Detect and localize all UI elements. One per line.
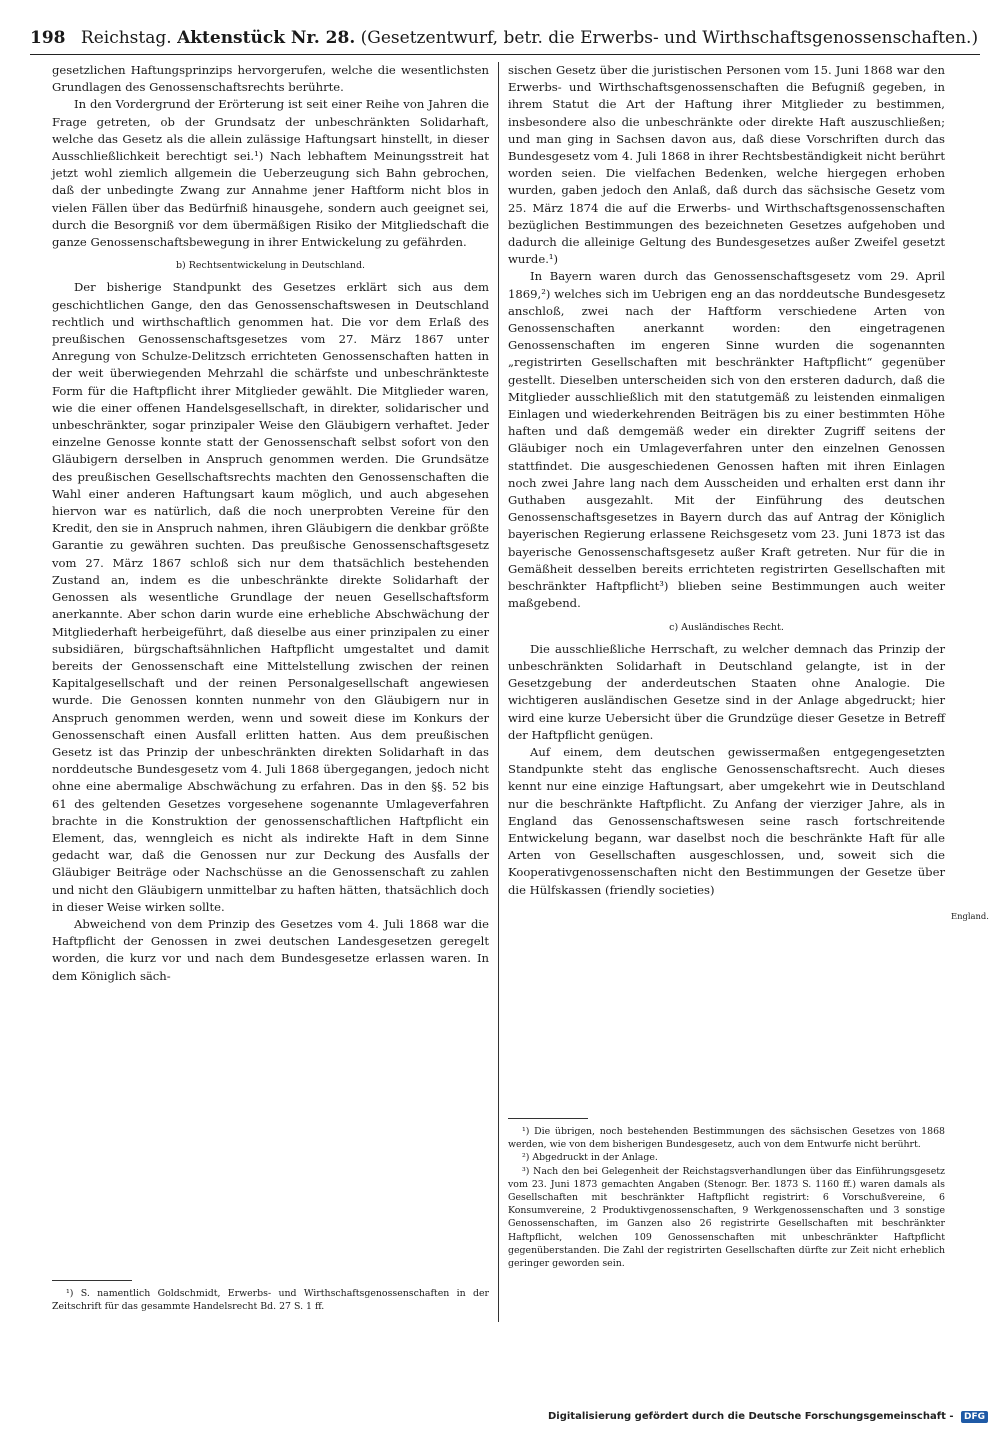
footer-text: Digitalisierung gefördert durch die Deutsche Forschungsgemeinschaft - xyxy=(547,1411,954,1422)
left-paragraph: Abweichend von dem Prinzip des Gesetzes vom 4. Juli 1868 war die Haftpflicht der Genossen in zwei deutschen Landesgesetzen geregelt worden, die kurz vor und nach dem Bundesgesetze erlassen waren. In dem Königlich säch- xyxy=(52,916,489,983)
right-footnotes xyxy=(508,1110,945,1270)
right-paragraph: In Bayern waren durch das Genossenschaftsgesetz vom 29. April 1869,²) welches sich im Uebrigen eng an das norddeutsche Bundesgesetz anschloß, zwei nach der Haftform verschiedene Arten von Genossenschaften anerkannt worden: den eingetragenen Genossenschaften im engeren Sinne wurden die sogenannten „registrirten Gesellschaften mit beschränkter Haftpflicht“ gegenüber gestellt. Dieselben unterscheiden sich von den ersteren dadurch, daß die Mitglieder ausschließlich mit den statutgemäß zu leistenden einmaligen Einlagen und wiederkehrenden Beiträgen bis zu einer bestimmten Höhe haften und daß demgemäß weder ein direkter Zugriff seitens der Gläubiger noch ein Umlageverfahren unter den einzelnen Genossen stattfindet. Die ausgeschiedenen Genossen haften mit ihren Einlagen noch zwei Jahre lang nach dem Ausscheiden und erhalten erst dann ihr Guthaben ausgezahlt. Mit der Einführung des deutschen Genossenschaftsgesetzes in Bayern durch das auf Antrag der Königlich bayerischen Regierung erlassene Reichsgesetz vom 23. Juni 1873 ist das bayerische Genossenschaftsgesetz außer Kraft getreten. Nur für die in Gemäßheit desselben bereits errichteten registrirten Gesellschaften mit beschränkter Haftpflicht³) blieben seine Bestimmungen auch weiter maßgebend. xyxy=(508,269,945,611)
margin-note-england: England. xyxy=(951,911,989,921)
left-paragraph: In den Vordergrund der Erörterung ist seit einer Reihe von Jahren die Frage getreten, ob der Grundsatz der unbeschränkten Solidarhaft, welche das Gesetz als die allein zulässige Haftungsart hinstellt, in dieser Ausschließlichkeit berechtigt sei.¹) Nach lebhaftem Meinungsstreit hat jetzt wohl ziemlich allgemein die Ueberzeugung sich Bahn gebrochen, daß der unbedingte Zwang zur Annahme jener Haftform nicht blos in vielen Fällen über das Bedürfniß hinausgehe, sondern auch geeignet sei, durch die Besorgniß vor dem übermäßigen Risiko der Mitgliedschaft die ganze Genossenschaftsbewegung in ihrer Entwickelung zu gefährden. xyxy=(52,97,489,250)
column-divider xyxy=(498,62,499,1322)
page-header xyxy=(30,22,980,55)
digitization-footer xyxy=(548,1411,988,1423)
footnote: ²) Abgedruckt in der Anlage. xyxy=(522,1152,658,1164)
footnote: ¹) S. namentlich Goldschmidt, Erwerbs- und Wirthschaftsgenossenschaften in der Zeitschrift für das gesammte Handelsrecht Bd. 27 S. 1 ff. xyxy=(52,1288,489,1313)
right-paragraph: Die ausschließliche Herrschaft, zu welcher demnach das Prinzip der unbeschränkten Solidarhaft in Deutschland gelangte, ist in der Gesetzgebung der anderdeutschen Staaten ohne Analogie. Die wichtigeren ausländischen Gesetze sind in der Anlage abgedruckt; hier wird eine kurze Uebersicht über die Grundzüge dieser Gesetze in Betreff der Haftpflicht genügen. xyxy=(508,641,945,742)
header-title-pre: Reichstag. xyxy=(80,28,172,48)
section-heading-germany: b) Rechtsentwickelung in Deutschland. xyxy=(175,260,366,272)
right-paragraph: sischen Gesetz über die juristischen Personen vom 15. Juni 1868 war den Erwerbs- und Wirthschaftsgenossenschaften die Befugniß gegeben, in ihrem Statut die Art der Haftung ihrer Mitglieder zu bestimmen, insbesondere also die unbeschränkte oder direkte Haft auszuschließen; und man ging in Sachsen davon aus, daß diese Vorschriften durch das Bundesgesetz vom 4. Juli 1868 in ihrer Rechtsbeständigkeit nicht berührt worden seien. Die vielfachen Bedenken, welche hiergegen erhoben wurden, gaben jedoch den Anlaß, daß durch das sächsische Gesetz vom 25. März 1874 die auf die Erwerbs- und Wirthschaftsgenossenschaften bezüglichen Bestimmungen des bezeichneten Gesetzes aufgehoben und dadurch die alleinige Geltung des Bundesgesetzes außer Zweifel gesetzt wurde.¹) xyxy=(508,63,945,267)
left-paragraph: gesetzlichen Haftungsprinzips hervorgerufen, welche die wesentlichsten Grundlagen des Genossenschaftsrechts berührte. xyxy=(52,63,489,95)
right-column xyxy=(508,62,945,1317)
page-number: 198 xyxy=(30,28,66,48)
footnote: ³) Nach den bei Gelegenheit der Reichstagsverhandlungen über das Einführungsgesetz vom 23. Juni 1873 gemachten Angaben (Stenogr. Ber. 1873 S. 1160 ff.) waren damals als Gesellschaften mit beschränkter Haftpflicht registrirt: 6 Vorschußvereine, 6 Konsumvereine, 2 Produktivgenossenschaften, 9 Werkgenossenschaften und 3 sonstige Genossenschaften, im Ganzen also 26 registrirte Gesellschaften mit beschränkter Haftpflicht, welchen 109 Genossenschaften mit unbeschränkter Haftpflicht gegenüberstanden. Die Zahl der registrirten Gesellschaften dürfte zur Zeit nicht erheblich geringer geworden sein. xyxy=(508,1165,945,1270)
header-subject: (Gesetzentwurf, betr. die Erwerbs- und Wirthschaftsgenossenschaften.) xyxy=(360,28,979,48)
left-footnotes xyxy=(52,1272,489,1313)
footnote-rule xyxy=(508,1118,588,1119)
left-paragraph: Der bisherige Standpunkt des Gesetzes erklärt sich aus dem geschichtlichen Gange, den das Genossenschaftswesen in Deutschland rechtlich und wirthschaftlich genommen hat. Die vor dem Erlaß des preußischen Genossenschaftsgesetzes vom 27. März 1867 unter Anregung von Schulze-Delitzsch errichteten Genossenschaften hatten in der weit überwiegenden Mehrzahl die schärfste und unbeschränkteste Form für die Haftpflicht ihrer Mitglieder gewählt. Die Mitglieder waren, wie die einer offenen Handelsgesellschaft, in direkter, solidarischer und unbeschränkter, sogar prinzipaler Weise den Gläubigern verhaftet. Jeder einzelne Genosse konnte statt der Genossenschaft selbst sofort von den Gläubigern derselben in Anspruch genommen werden. Die Grundsätze des preußischen Gesellschaftsrechts machten den Genossenschaften die Wahl einer anderen Haftungsart kaum möglich, und auch abgesehen hiervon war es natürlich, daß die noch unerprobten Vereine für den Kredit, den sie in Anspruch nahmen, ihren Gläubigern die denkbar größte Garantie zu gewähren suchten. Das preußische Genossenschaftsgesetz vom 27. März 1867 schloß sich nur dem thatsächlich bestehenden Zustand an, indem es die unbeschränkte direkte Solidarhaft der Genossen als wesentliche Grundlage der neuen Gesellschaftsform anerkannte. Aber schon darin wurde eine erhebliche Abschwächung der Mitgliederhaft herbeigeführt, daß dieselbe aus einer prinzipalen zu einer subsidiären, bürgschaftsähnlichen Haftpflicht umgestaltet und damit bereits der Genossenschaft eine Mittelstellung zwischen der reinen Kapitalgesellschaft und der reinen Personalgesellschaft angewiesen wurde. Die Genossen konnten nunmehr von den Gläubigern nur in Anspruch genommen werden, wenn und soweit diese im Konkurs der Genossenschaft einen Ausfall erlitten hatten. Aus dem preußischen Gesetz ist das Prinzip der unbeschränkten direkten Solidarhaft in das norddeutsche Bundesgesetz vom 4. Juli 1868 übergegangen, jedoch nicht ohne eine abermalige Abschwächung zu erfahren. Das in den §§. 52 bis 61 des geltenden Gesetzes vorgesehene sogenannte Umlageverfahren brachte in die Konstruktion der genossenschaftlichen Haftpflicht ein Element, das, wenngleich es nicht als indirekte Haft in dem Sinne gedacht war, daß die Genossen nur zur Deckung des Ausfalls der Gläubiger Beiträge oder Nachschüsse an die Genossenschaft zu zahlen und nicht den Gläubigern unmittelbar zu haften hätten, thatsächlich doch in dieser Weise wirken sollte. xyxy=(52,280,489,914)
left-column xyxy=(52,62,489,1317)
header-document-number: Aktenstück Nr. 28. xyxy=(177,28,356,48)
right-paragraph: Auf einem, dem deutschen gewissermaßen entgegengesetzten Standpunkte steht das englische Genossenschaftsrecht. Auch dieses kennt nur eine einzige Haftungsart, aber umgekehrt wie in Deutschland nur die beschränkte Haftpflicht. Zu Anfang der vierziger Jahre, als in England das Genossenschaftswesen seine rasch fortschreitende Entwickelung begann, war daselbst noch die beschränkte Haft für alle Arten von Gesellschaften ausgeschlossen, und, soweit sich die Kooperativgenossenschaften nicht den Bestimmungen der Gesetze über die Hülfskassen (friendly societies) xyxy=(508,744,945,897)
dfg-logo: DFG xyxy=(961,1411,988,1423)
section-heading-foreign-law: c) Ausländisches Recht. xyxy=(669,621,784,633)
footnote-rule xyxy=(52,1280,132,1281)
footnote: ¹) Die übrigen, noch bestehenden Bestimmungen des sächsischen Gesetzes von 1868 werden, wie von dem bisherigen Bundesgesetz, auch von dem Entwurfe nicht berührt. xyxy=(508,1126,945,1151)
